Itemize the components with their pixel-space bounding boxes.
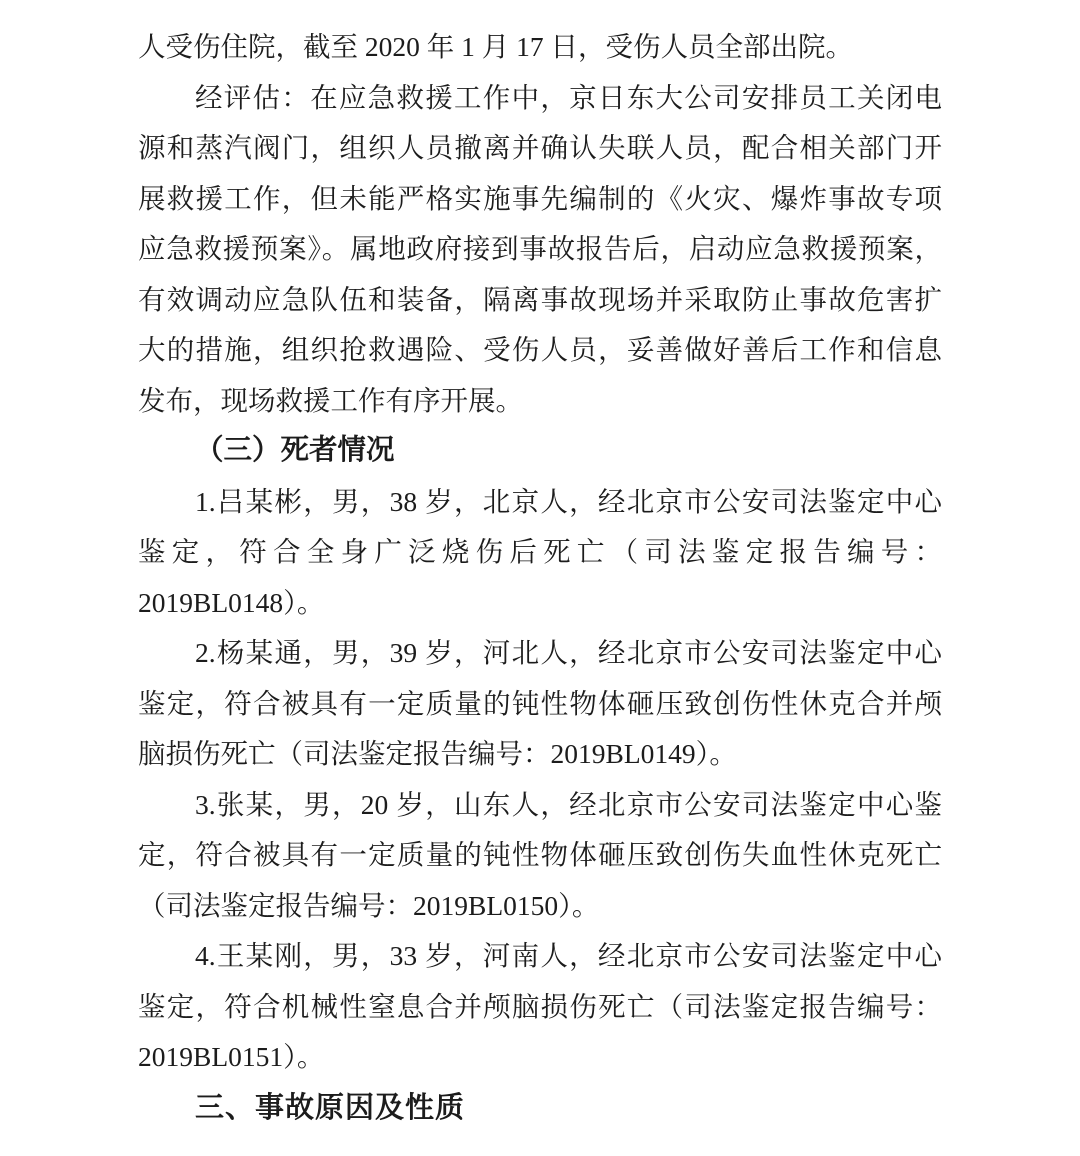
text-line: 发布，现场救援工作有序开展。	[138, 384, 523, 416]
text-line: 应急救援预案》。属地政府接到事故报告后，启动应急救援预案，	[138, 233, 942, 264]
document-text-body	[138, 22, 942, 1133]
text-line: 2.杨某通，男，39 岁，河北人，经北京市公安司法鉴定中心	[195, 637, 942, 668]
text-line: 3.张某，男，20 岁，山东人，经北京市公安司法鉴定中心鉴	[195, 788, 942, 820]
text-line: （司法鉴定报告编号：2019BL0150）。	[138, 889, 600, 921]
text-line: 鉴定，符合被具有一定质量的钝性物体砸压致创伤性休克合并颅	[138, 687, 942, 719]
text-line: 鉴定，符合全身广泛烧伤后死亡（司法鉴定报告编号：	[138, 536, 942, 567]
text-line: 经评估：在应急救援工作中，京日东大公司安排员工关闭电	[195, 81, 942, 113]
text-line: 源和蒸汽阀门，组织人员撤离并确认失联人员，配合相关部门开	[138, 132, 942, 163]
text-line: 定，符合被具有一定质量的钝性物体砸压致创伤失血性休克死亡	[138, 839, 942, 870]
text-line: 展救援工作，但未能严格实施事先编制的《火灾、爆炸事故专项	[138, 182, 942, 214]
section-heading: 三、事故原因及性质	[195, 1091, 466, 1124]
text-line: 脑损伤死亡（司法鉴定报告编号：2019BL0149）。	[138, 738, 737, 769]
text-line: 大的措施，组织抢救遇险、受伤人员，妥善做好善后工作和信息	[138, 334, 942, 365]
text-line: 人受伤住院，截至 2020 年 1 月 17 日，受伤人员全部出院。	[138, 31, 853, 62]
text-line: 鉴定，符合机械性窒息合并颅脑损伤死亡（司法鉴定报告编号：	[138, 990, 942, 1022]
text-line: 2019BL0148）。	[138, 586, 325, 618]
text-line: 1.吕某彬，男，38 岁，北京人，经北京市公安司法鉴定中心	[195, 485, 942, 517]
text-line: 有效调动应急队伍和装备，隔离事故现场并采取防止事故危害扩	[138, 283, 942, 315]
text-line: 4.王某刚，男，33 岁，河南人，经北京市公安司法鉴定中心	[195, 940, 942, 971]
text-line: 2019BL0151）。	[138, 1041, 325, 1072]
section-heading: （三）死者情况	[195, 435, 395, 466]
